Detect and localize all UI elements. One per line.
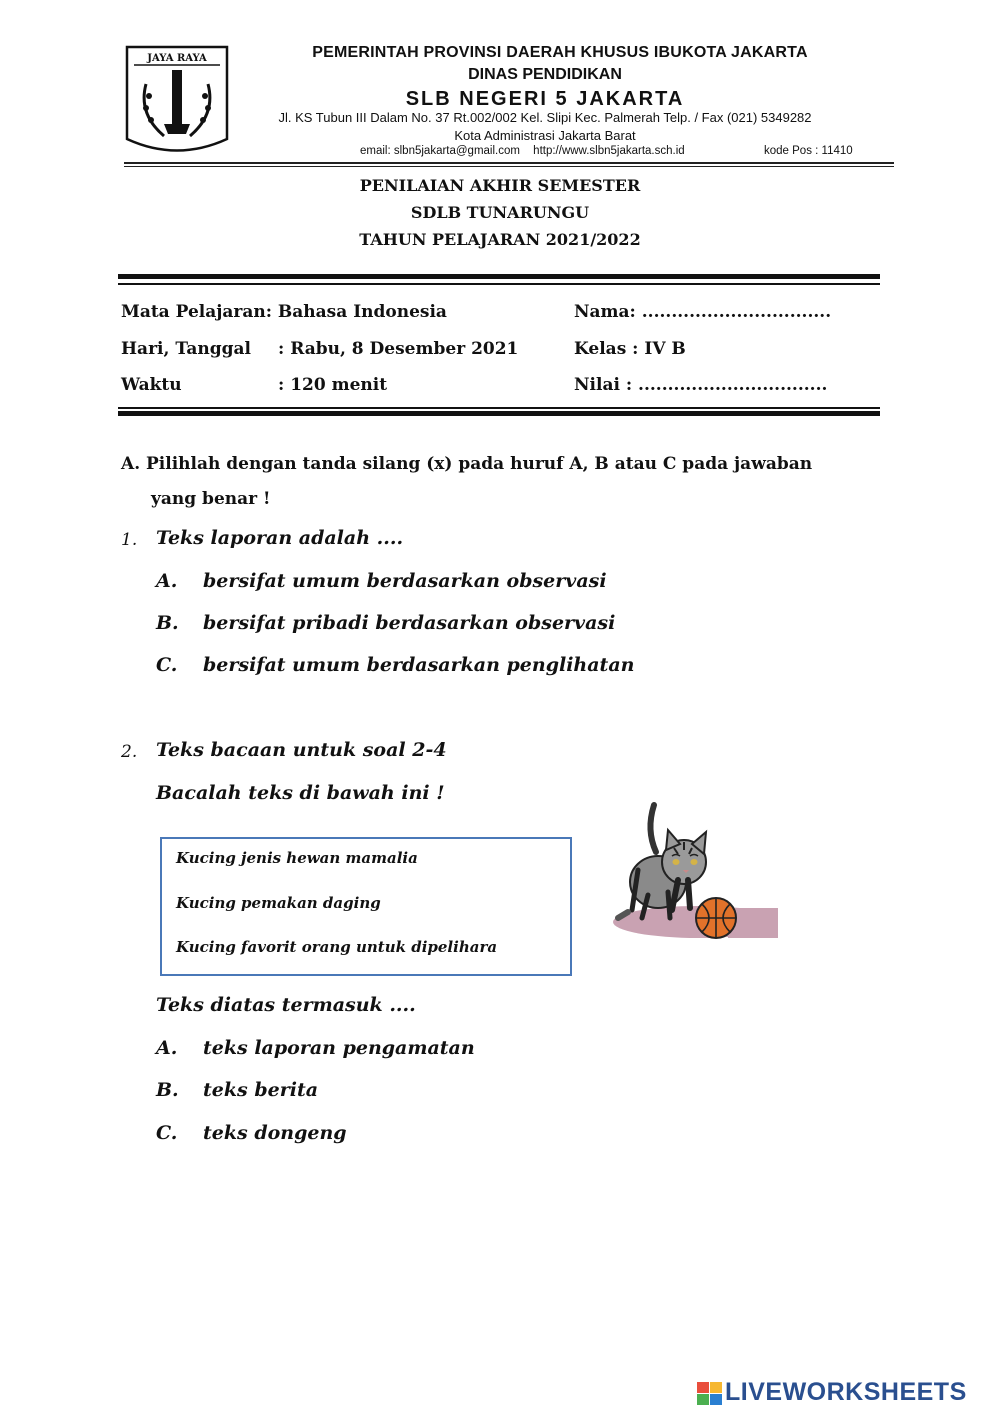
letterhead-email: email: slbn5jakarta@gmail.com — [360, 145, 520, 157]
q1-number: 1. — [121, 530, 138, 550]
letterhead-address: Jl. KS Tubun III Dalam No. 37 Rt.002/002 Kel. Slipi Kec. Palmerah Telp. / Fax (021) 5349282 — [278, 110, 812, 125]
reading-line-1: Kucing jenis hewan mamalia — [176, 849, 418, 867]
q1-option-c-text[interactable]: bersifat umum berdasarkan penglihatan — [203, 654, 635, 676]
name-field[interactable]: Nama: ................................ — [574, 302, 832, 322]
info-top-thick-rule — [118, 274, 880, 279]
info-bottom-thick-rule — [118, 411, 880, 416]
q2-option-c-letter[interactable]: C. — [156, 1122, 178, 1144]
q2-option-a-text[interactable]: teks laporan pengamatan — [203, 1037, 475, 1059]
letterhead-postal-code: kode Pos : 11410 — [764, 145, 853, 157]
exam-title: PENILAIAN AKHIR SEMESTER — [359, 176, 641, 195]
exam-year: TAHUN PELAJARAN 2021/2022 — [359, 230, 641, 249]
time-value: : 120 menit — [278, 375, 388, 395]
reading-line-2: Kucing pemakan daging — [176, 894, 381, 912]
q1-option-b-letter[interactable]: B. — [156, 612, 179, 634]
q1-option-a-text[interactable]: bersifat umum berdasarkan observasi — [203, 570, 607, 592]
date-value: : Rabu, 8 Desember 2021 — [278, 339, 519, 359]
logo-text: JAYA RAYA — [147, 53, 207, 64]
q1-option-a-letter[interactable]: A. — [156, 570, 178, 592]
q2-option-b-text[interactable]: teks berita — [203, 1079, 319, 1101]
letterhead-department: DINAS PENDIDIKAN — [468, 66, 622, 83]
q2-option-b-letter[interactable]: B. — [156, 1079, 179, 1101]
q1-option-b-text[interactable]: bersifat pribadi berdasarkan observasi — [203, 612, 616, 634]
q2-read-instruction: Bacalah teks di bawah ini ! — [156, 782, 445, 804]
school-emblem-logo — [124, 44, 230, 160]
q1-text: Teks laporan adalah .... — [156, 527, 404, 549]
letterhead-city: Kota Administrasi Jakarta Barat — [454, 128, 636, 143]
info-top-thin-rule — [118, 283, 880, 285]
time-label: Waktu — [121, 375, 182, 395]
q2-option-c-text[interactable]: teks dongeng — [203, 1122, 347, 1144]
letterhead-divider-thin — [124, 166, 894, 167]
q2-question: Teks diatas termasuk .... — [156, 994, 416, 1016]
letterhead-contact — [360, 145, 695, 157]
section-a-instruction: A. Pilihlah dengan tanda silang (x) pada huruf A, B atau C pada jawaban — [121, 454, 813, 474]
letterhead-website: http://www.slbn5jakarta.sch.id — [533, 145, 685, 157]
subject-field: Mata Pelajaran: Bahasa Indonesia — [121, 302, 447, 322]
q1-option-c-letter[interactable]: C. — [156, 654, 178, 676]
letterhead-government: PEMERINTAH PROVINSI DAERAH KHUSUS IBUKOTA JAKARTA — [312, 44, 808, 61]
reading-line-3: Kucing favorit orang untuk dipelihara — [176, 938, 498, 956]
cat-with-ball-illustration — [588, 800, 778, 942]
letterhead-school-name: SLB NEGERI 5 JAKARTA — [405, 88, 685, 110]
info-bottom-thin-rule — [118, 407, 880, 409]
liveworksheets-logo-icon — [697, 1382, 723, 1406]
q2-number: 2. — [121, 742, 138, 762]
class-field: Kelas : IV B — [574, 339, 686, 359]
date-label: Hari, Tanggal — [121, 339, 251, 359]
section-a-instruction-cont: yang benar ! — [151, 489, 271, 509]
letterhead-divider — [124, 162, 894, 164]
reading-text-box — [160, 837, 572, 976]
q2-intro: Teks bacaan untuk soal 2-4 — [156, 739, 447, 761]
liveworksheets-watermark: LIVEWORKSHEETS — [725, 1378, 967, 1406]
q2-option-a-letter[interactable]: A. — [156, 1037, 178, 1059]
score-field[interactable]: Nilai : ................................ — [574, 375, 828, 395]
exam-subtitle: SDLB TUNARUNGU — [410, 203, 590, 222]
